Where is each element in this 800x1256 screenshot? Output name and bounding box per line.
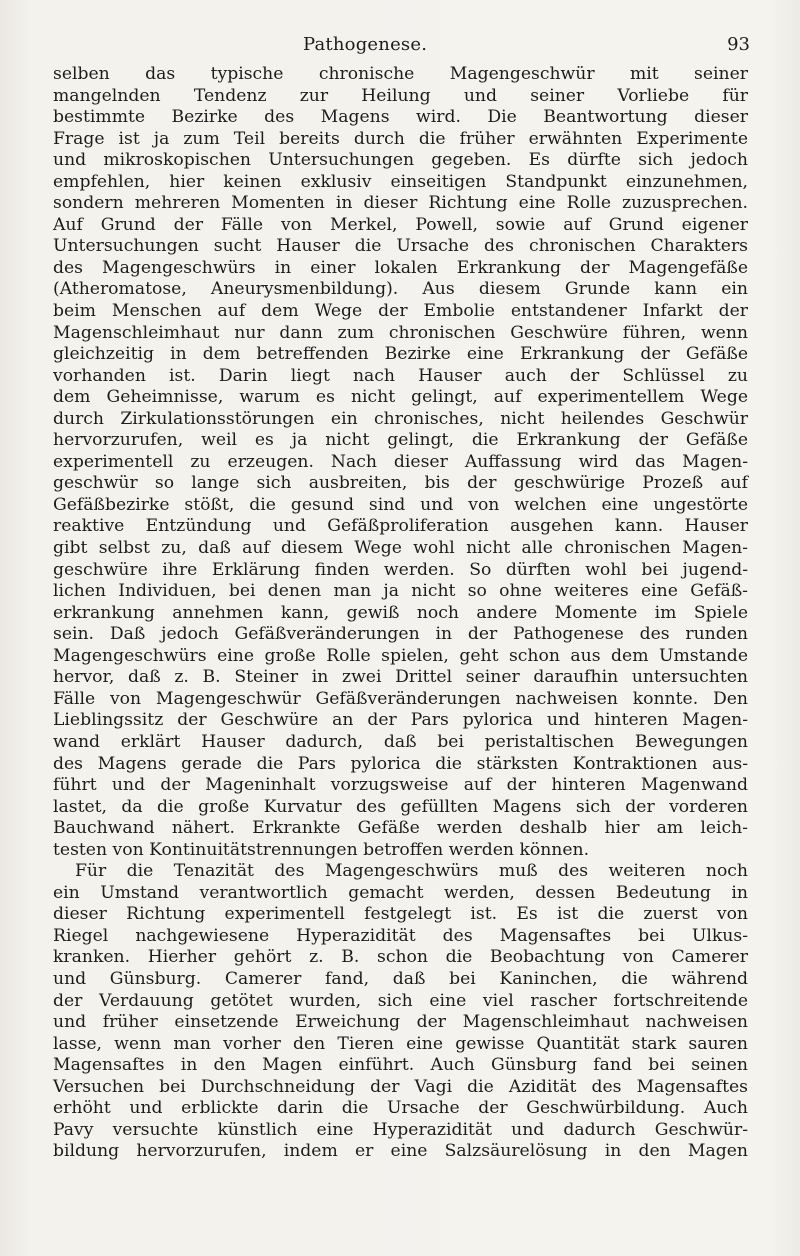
text-line: lichen Individuen, bei denen man ja nicht so ohne weiteres eine Gefäß- xyxy=(53,581,748,602)
text-line: selben das typische chronische Magengeschwür mit seiner xyxy=(53,64,748,84)
text-line: bestimmte Bezirke des Magens wird. Die Beantwortung dieser xyxy=(53,107,748,128)
text-line: Für die Tenazität des Magengeschwürs muß des weiteren noch xyxy=(75,861,748,882)
text-line: führt und der Mageninhalt vorzugsweise auf der hinteren Magenwand xyxy=(53,775,748,796)
text-line: und Günsburg. Camerer fand, daß bei Kaninchen, die während xyxy=(53,968,748,989)
text-line: und früher einsetzende Erweichung der Magenschleimhaut nachweisen xyxy=(53,1012,748,1033)
text-line: gleichzeitig in dem betreffenden Bezirke eine Erkrankung der Gefäße xyxy=(53,344,748,365)
text-line: des Magens gerade die Pars pylorica die stärksten Kontraktionen aus- xyxy=(53,753,748,774)
text-line: gibt selbst zu, daß auf diesem Wege wohl nicht alle chronischen Magen- xyxy=(53,538,748,559)
page-number: 93 xyxy=(727,34,750,55)
text-line: Pavy versuchte künstlich eine Hyperazidität und dadurch Geschwür- xyxy=(53,1119,748,1140)
text-line: experimentell zu erzeugen. Nach dieser Auffassung wird das Magen- xyxy=(53,451,748,472)
text-line: erhöht und erblickte darin die Ursache der Geschwürbildung. Auch xyxy=(53,1098,748,1119)
text-line: durch Zirkulationsstörungen ein chronisches, nicht heilendes Geschwür xyxy=(53,408,748,429)
text-line: lastet, da die große Kurvatur des gefüllten Magens sich der vorderen xyxy=(53,796,748,817)
body-text xyxy=(53,64,748,1163)
text-line: bildung hervorzurufen, indem er eine Salzsäurelösung in den Magen xyxy=(53,1141,748,1162)
text-line: der Verdauung getötet wurden, sich eine viel rascher fortschreitende xyxy=(53,990,748,1011)
text-line: Magengeschwürs eine große Rolle spielen, geht schon aus dem Umstande xyxy=(53,645,748,666)
text-line: Lieblingssitz der Geschwüre an der Pars pylorica und hinteren Magen- xyxy=(53,710,748,731)
text-line: testen von Kontinuitätstrennungen betroffen werden können. xyxy=(53,839,590,860)
text-line: Riegel nachgewiesene Hyperazidität des Magensaftes bei Ulkus- xyxy=(53,925,748,946)
text-line: Fälle von Magengeschwür Gefäßveränderungen nachweisen konnte. Den xyxy=(53,688,748,709)
text-line: sondern mehreren Momenten in dieser Richtung eine Rolle zuzusprechen. xyxy=(53,193,748,214)
running-title: Pathogenese. xyxy=(303,34,428,55)
text-line: Untersuchungen sucht Hauser die Ursache des chronischen Charakters xyxy=(53,236,748,257)
text-line: (Atheromatose, Aneurysmenbildung). Aus diesem Grunde kann ein xyxy=(53,279,748,300)
text-line: beim Menschen auf dem Wege der Embolie entstandener Infarkt der xyxy=(53,301,748,322)
text-line: kranken. Hierher gehört z. B. schon die Beobachtung von Camerer xyxy=(53,947,748,968)
text-line: Magenschleimhaut nur dann zum chronischen Geschwüre führen, wenn xyxy=(53,322,748,343)
text-line: Magensaftes in den Magen einführt. Auch Günsburg fand bei seinen xyxy=(53,1055,748,1076)
text-line: dieser Richtung experimentell festgelegt ist. Es ist die zuerst von xyxy=(53,904,748,925)
text-line: geschwüre ihre Erklärung finden werden. So dürften wohl bei jugend- xyxy=(53,559,748,580)
text-line: Frage ist ja zum Teil bereits durch die früher erwähnten Experimente xyxy=(53,128,748,149)
text-line: Versuchen bei Durchschneidung der Vagi die Azidität des Magensaftes xyxy=(53,1076,748,1097)
text-line: sein. Daß jedoch Gefäßveränderungen in der Pathogenese des runden xyxy=(53,624,748,645)
text-line: reaktive Entzündung und Gefäßproliferation ausgehen kann. Hauser xyxy=(53,516,748,537)
text-line: hervor, daß z. B. Steiner in zwei Drittel seiner daraufhin untersuchten xyxy=(53,667,748,688)
text-line: empfehlen, hier keinen exklusiv einseitigen Standpunkt einzunehmen, xyxy=(53,171,748,192)
text-line: und mikroskopischen Untersuchungen gegeben. Es dürfte sich jedoch xyxy=(53,150,748,171)
text-line: dem Geheimnisse, warum es nicht gelingt, auf experimentellem Wege xyxy=(53,387,748,408)
text-line: Auf Grund der Fälle von Merkel, Powell, sowie auf Grund eigener xyxy=(53,214,748,235)
text-line: ein Umstand verantwortlich gemacht werden, dessen Bedeutung in xyxy=(53,882,748,903)
text-line: des Magengeschwürs in einer lokalen Erkrankung der Magengefäße xyxy=(53,257,748,278)
text-line: Gefäßbezirke stößt, die gesund sind und von welchen eine ungestörte xyxy=(53,494,748,515)
text-line: vorhanden ist. Darin liegt nach Hauser auch der Schlüssel zu xyxy=(53,365,748,386)
text-line: geschwür so lange sich ausbreiten, bis der geschwürige Prozeß auf xyxy=(53,473,748,494)
text-line: Bauchwand nähert. Erkrankte Gefäße werden deshalb hier am leich- xyxy=(53,818,748,839)
text-line: mangelnden Tendenz zur Heilung und seiner Vorliebe für xyxy=(53,85,748,106)
text-line: lasse, wenn man vorher den Tieren eine gewisse Quantität stark sauren xyxy=(53,1033,748,1054)
page-header xyxy=(0,26,800,58)
text-line: erkrankung annehmen kann, gewiß noch andere Momente im Spiele xyxy=(53,602,748,623)
text-line: wand erklärt Hauser dadurch, daß bei peristaltischen Bewegungen xyxy=(53,731,748,752)
text-line: hervorzurufen, weil es ja nicht gelingt, die Erkrankung der Gefäße xyxy=(53,430,748,451)
